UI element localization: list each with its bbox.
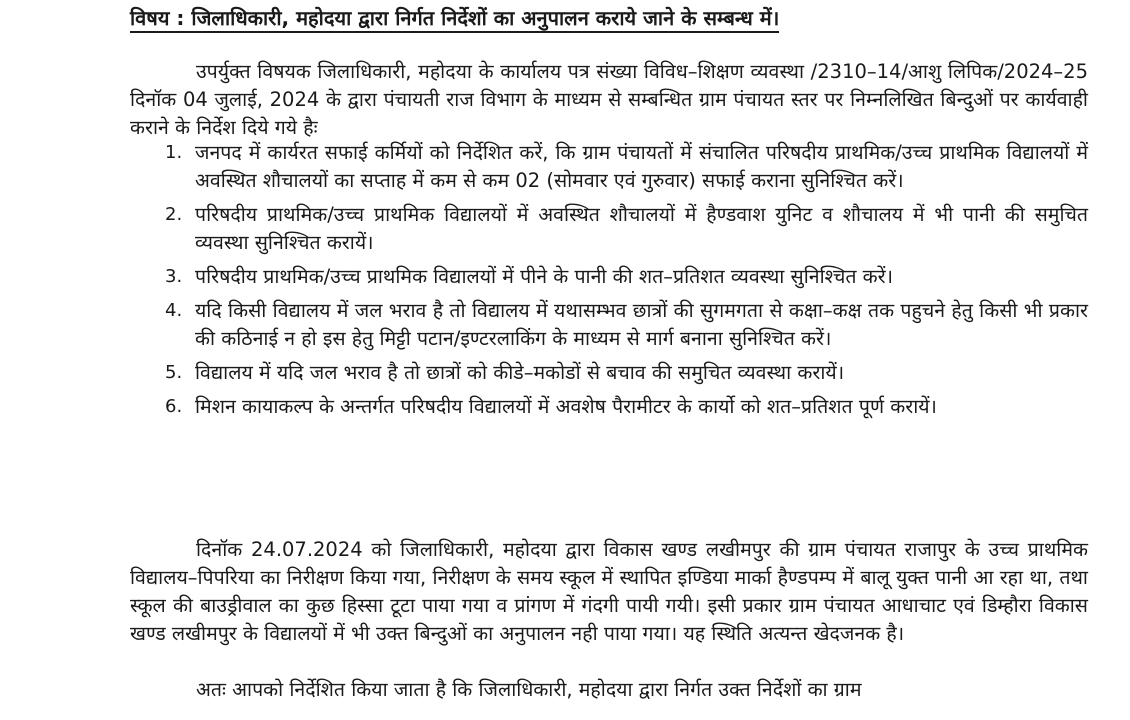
subject-heading [130, 4, 779, 32]
list-item-text: परिषदीय प्राथमिक/उच्च प्राथमिक विद्यालयों में पीने के पानी की शत–प्रतिशत व्यवस्था सुनिश्चित करें। [195, 265, 893, 288]
list-item-number: 3. [165, 266, 183, 287]
list-item-text: यदि किसी विद्यालय में जल भराव है तो विद्यालय में यथासम्भव छात्रों की सुगमगता से कक्षा–कक्ष तक पहुचने हेतु किसी भी प्रकार की कठिनाई न हो इस हेतु मिट्टी पटान/इण्टरलाकिंग के माध्यम से मार्ग बनाना सुनिश्चित करें। [195, 299, 1088, 350]
closing-paragraph: अतः आपको निर्देशित किया जाता है कि जिलाधिकारी, महोदया द्वारा निर्गत उक्त निर्देशों का ग्राम [196, 678, 862, 701]
list-item-number: 6. [165, 396, 183, 417]
list-item-number: 4. [165, 300, 183, 321]
subject-text: विषय : जिलाधिकारी, महोदया द्वारा निर्गत निर्देशों का अनुपालन कराये जाने के सम्बन्ध में। [130, 6, 779, 33]
list-item-number: 2. [165, 204, 183, 225]
instruction-list [130, 139, 1088, 427]
inspection-paragraph: दिनॉक 24.07.2024 को जिलाधिकारी, महोदया द्वारा विकास खण्ड लखीमपुर की ग्राम पंचायत राजापुर के उच्च प्राथमिक विद्यालय–पिपरिया का निरीक्षण किया गया, निरीक्षण के समय स्कूल में स्थापित इण्डिया मार्का हैण्डपम्प में बालू युक्त पानी आ रहा था, तथा स्कूल की बाउड्रीवाल का कुछ हिस्सा टूटा पाया गया व प्रांगण में गंदगी पायी गयी। इसी प्रकार ग्राम पंचायत आधाचाट एवं डिम्हौरा विकास खण्ड लखीमपुर के विद्यालयों में भी उक्त बिन्दुओं का अनुपालन नही पाया गया। यह स्थिति अत्यन्त खेदजनक है। [130, 538, 1088, 645]
list-item [130, 201, 1088, 257]
list-item [130, 393, 1088, 421]
list-item-text: विद्यालय में यदि जल भराव है तो छात्रों को कीडे–मकोडों से बचाव की समुचित व्यवस्था करायें। [195, 361, 845, 384]
list-item [130, 139, 1088, 195]
list-item-text: परिषदीय प्राथमिक/उच्च प्राथमिक विद्यालयों में अवस्थित शौचालयों में हैण्डवाश युनिट व शौचालय में भी पानी की समुचित व्यवस्था सुनिश्चित करायें। [195, 203, 1088, 254]
list-item-number: 1. [165, 142, 183, 163]
intro-paragraph: उपर्युक्त विषयक जिलाधिकारी, महोदया के कार्यालय पत्र संख्या विविध–शिक्षण व्यवस्था /2310–14/आशु लिपिक/2024–25 दिनॉक 04 जुलाई, 2024 के द्वारा पंचायती राज विभाग के माध्यम से सम्बन्धित ग्राम पंचायत स्तर पर निम्नलिखित बिन्दुओं पर कार्यवाही कराने के निर्देश दिये गये हैः [130, 60, 1088, 139]
list-item [130, 263, 1088, 291]
list-item-text: जनपद में कार्यरत सफाई कर्मियों को निर्देशित करें, कि ग्राम पंचायतों में संचालित परिषदीय प्राथमिक/उच्च प्राथमिक विद्यालयों में अवस्थित शौचालयों का सप्ताह में कम से कम 02 (सोमवार एवं गुरुवार) सफाई कराना सुनिश्चित करें। [195, 141, 1088, 192]
list-item [130, 297, 1088, 353]
list-item [130, 359, 1088, 387]
list-item-number: 5. [165, 362, 183, 383]
list-item-text: मिशन कायाकल्प के अन्तर्गत परिषदीय विद्यालयों में अवशेष पैरामीटर के कार्यो को शत–प्रतिशत पूर्ण करायें। [195, 395, 937, 418]
